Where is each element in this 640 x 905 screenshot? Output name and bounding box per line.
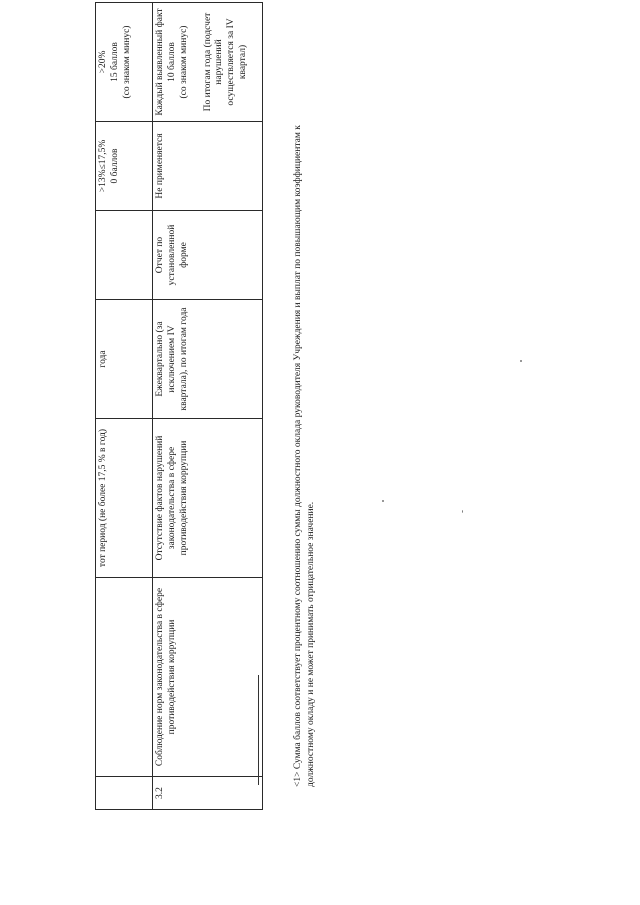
- footnote-text: <1> Сумма баллов соответствует процентному соотношению суммы должностного оклада руководителя Учреждения и выплат по повышающим коэффициентам к должностному окладу и не может принимать отрицательное значение.: [293, 125, 316, 787]
- table-cell-score-b: >20% 15 баллов (со знаком минус): [96, 3, 153, 122]
- table-row: [96, 3, 153, 810]
- criteria-table: [95, 2, 263, 810]
- table-cell-score-a: >13%≤17,5% 0 баллов: [96, 122, 153, 211]
- table-cell-report: Отчет по установленной форме: [153, 211, 263, 300]
- table-row: [153, 3, 263, 810]
- table-cell-period: Ежеквартально (за исключением IV квартала), по итогам года: [153, 300, 263, 419]
- table-cell-period: года: [96, 300, 153, 419]
- scan-speck: [382, 500, 384, 502]
- footnote-separator: [258, 675, 259, 785]
- table-cell-score-a: Не применяется: [153, 122, 263, 211]
- table-cell-criterion: Соблюдение норм законодательства в сфере противодействия коррупции: [153, 578, 263, 777]
- table-cell-indicator: тот период (не более 17,5 % в год): [96, 419, 153, 578]
- table-cell-criterion: [96, 578, 153, 777]
- table-cell-number: [96, 777, 153, 810]
- scan-speck: [520, 360, 522, 362]
- scan-speck: [462, 510, 463, 513]
- table-cell-indicator: Отсутствие фактов нарушений законодательства в сфере противодействия коррупции: [153, 419, 263, 578]
- table-cell-score-b: Каждый выявленный факт 10 баллов (со знаком минус) По итогам года (подсчет нарушений осуществляется за IV квартал): [153, 3, 263, 122]
- table-cell-number: 3.2: [153, 777, 263, 810]
- table-cell-report: [96, 211, 153, 300]
